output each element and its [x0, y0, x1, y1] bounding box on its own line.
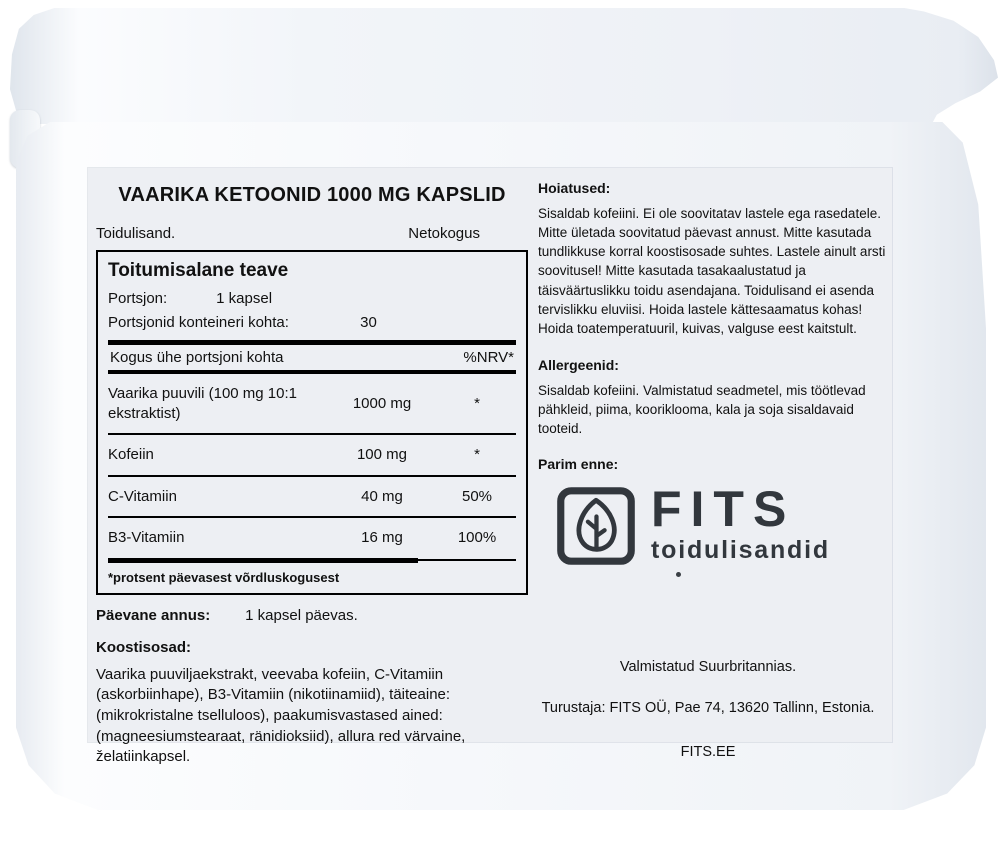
serving-size-label: Portsjon:: [108, 290, 168, 307]
nutrient-name: B3-Vitamiin: [108, 529, 185, 546]
nutrient-nrv: *: [474, 395, 480, 412]
nutrient-amount: 100 mg: [356, 446, 408, 464]
nutrition-table-heading: Toitumisalane teave: [108, 260, 289, 281]
nrv-column-header: %NRV*: [463, 349, 514, 366]
best-before-heading: Parim enne:: [538, 455, 619, 472]
table-divider-partial: [108, 558, 516, 563]
servings-per-container-label: Portsjonid konteineri kohta:: [108, 314, 289, 331]
label-left-column: [96, 178, 528, 768]
nutrient-row: [108, 516, 516, 558]
supplement-type-text: Toidulisand.: [96, 225, 176, 242]
daily-dose-label: Päevane annus:: [96, 606, 211, 624]
nutrition-rows: [108, 374, 516, 558]
nutrition-facts-table: [96, 250, 528, 595]
nutrient-name: Vaarika puuvili (100 mg 10:1 ekstraktist): [108, 385, 297, 422]
nutrient-amount: 40 mg: [361, 487, 403, 505]
made-in-text: Valmistatud Suurbritannias.: [619, 658, 797, 675]
nutrient-nrv: 50%: [461, 487, 493, 505]
net-quantity-label: Netokogus: [408, 225, 480, 242]
nutrient-row: [108, 475, 516, 517]
allergens-text: Sisaldab kofeiini. Valmistatud seadmetel, mis töötlevad pähkleid, piima, kooriklooma, kala ja soja sisaldavaid tooteid.: [538, 383, 866, 437]
brand-name: FITS: [651, 481, 796, 538]
tub-lid: [10, 8, 998, 124]
brand-tagline: toidulisandid: [651, 535, 830, 564]
table-column-header: [108, 345, 516, 370]
nutrient-amount: 1000 mg: [352, 395, 412, 412]
leaf-icon: [556, 486, 636, 566]
daily-dose-row: [96, 607, 528, 624]
label-right-column: [538, 180, 886, 760]
warnings-text: Sisaldab kofeiini. Ei ole soovitatav lastele ega rasedatele. Mitte ületada soovitatud päevast annust. Mitte kasutada tundlikkuse korral koostisosade suhtes. Lastele ainult arsti soovitusel! Mitte kasutada tasakaalustatud ja täisväärtuslikku toidu asendajana. Toidulisand ei asenda tervislikku eluviisi. Hoida lastele kättesaamatus kohas! Hoida toatemperatuuril, kuivas, valguse eest kaitstult.: [538, 206, 886, 336]
nutrient-amount: 16 mg: [361, 529, 403, 547]
servings-per-container-row: [108, 314, 516, 331]
ingredients-text: Vaarika puuviljaekstrakt, veevaba kofeiin, C-Vitamiin (askorbiinhape), B3-Vitamiin (nikotiinamiid), täiteaine: (mikrokristalne tselluloos), paakumisvastased ained: (magneesiumstearaat, ränidioksiid), allura red värvaine, želatiinkapsel.: [96, 665, 466, 766]
product-title: VAARIKA KETOONID 1000 MG KAPSLID: [118, 184, 506, 206]
ingredients-heading: Koostisosad:: [96, 638, 192, 656]
nrv-footnote: *protsent päevasest võrdluskogusest: [108, 569, 340, 585]
brand-logo: [556, 481, 886, 566]
nutrient-name: C-Vitamiin: [108, 487, 177, 505]
nutrient-name: Kofeiin: [108, 446, 154, 463]
website-text: FITS.EE: [680, 743, 736, 760]
amount-column-header: Kogus ühe portsjoni kohta: [110, 349, 284, 366]
nutrient-row: [108, 374, 516, 433]
serving-size-row: [108, 290, 516, 307]
distributor-text: Turustaja: FITS OÜ, Pae 74, 13620 Tallinn, Estonia.: [541, 699, 875, 716]
servings-per-container-value: 30: [360, 314, 377, 331]
daily-dose-value: 1 kapsel päevas.: [245, 606, 358, 624]
product-label: [88, 168, 892, 766]
nutrient-row: [108, 433, 516, 475]
nutrient-nrv: 100%: [457, 529, 497, 547]
nutrient-nrv: *: [474, 446, 480, 464]
serving-size-value: 1 kapsel: [216, 290, 273, 307]
brand-dot: [676, 572, 681, 577]
allergens-heading: Allergeenid:: [538, 357, 619, 374]
label-meta-row: [96, 225, 528, 242]
warnings-heading: Hoiatused:: [538, 180, 611, 196]
